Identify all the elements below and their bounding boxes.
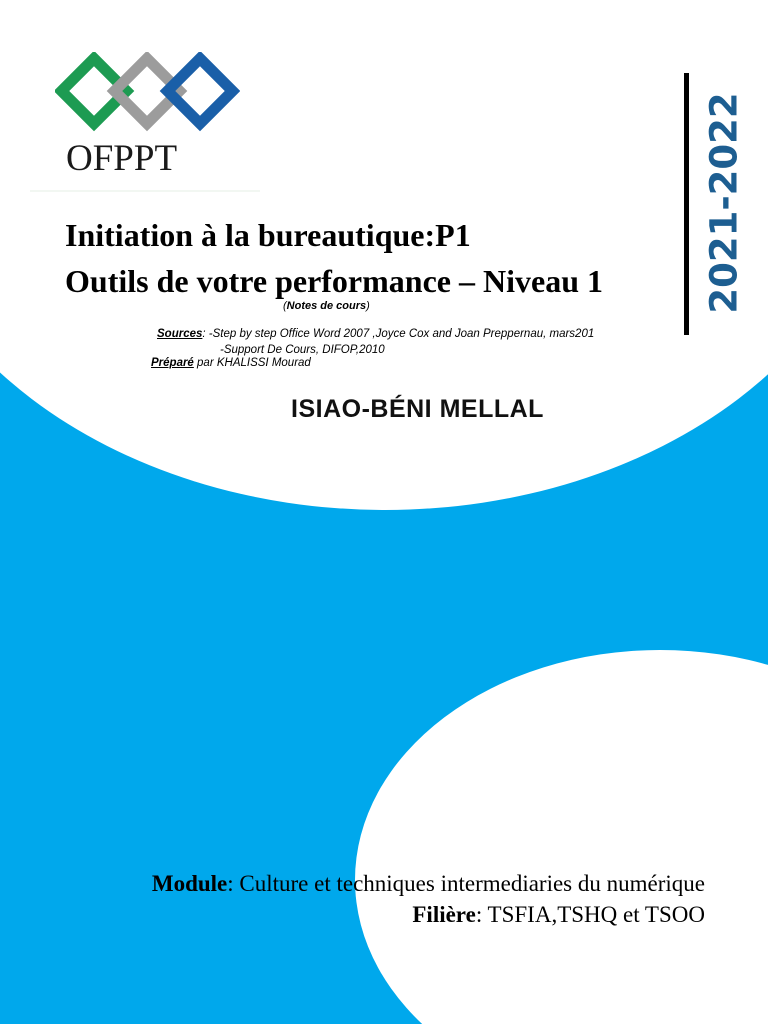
sources-line-1 xyxy=(157,327,594,342)
filiere-line xyxy=(412,902,705,928)
title-line-1: Initiation à la bureautique:P1 xyxy=(65,217,471,253)
filiere-text: : TSFIA,TSHQ et TSOO xyxy=(475,902,705,927)
prepared-by xyxy=(151,357,311,369)
module-label: Module xyxy=(151,871,228,896)
notes-open-paren: ( xyxy=(283,300,287,312)
title-line-2: Outils de votre performance – Niveau 1 xyxy=(65,263,603,299)
logo-divider xyxy=(30,190,260,192)
prepared-label: Préparé xyxy=(151,357,194,369)
ofppt-logo-icon xyxy=(55,52,240,140)
institution-name: ISIAO-BÉNI MELLAL xyxy=(291,395,544,423)
module-line xyxy=(152,871,705,897)
academic-year-text: 2021-2022 xyxy=(702,91,746,314)
filiere-label: Filière xyxy=(412,902,476,927)
notes-subtitle xyxy=(283,300,370,312)
prepared-text: par KHALISSI Mourad xyxy=(193,357,311,369)
notes-close-paren: ) xyxy=(366,300,370,312)
sources-line-2: -Support De Cours, DIFOP,2010 xyxy=(220,344,385,356)
sources-label: Sources xyxy=(157,328,203,340)
notes-text: Notes de cours xyxy=(286,300,367,312)
module-text: : Culture et techniques intermediaries du numérique xyxy=(227,871,705,896)
vertical-divider xyxy=(684,73,689,335)
sources-text-1: : -Step by step Office Word 2007 ,Joyce Cox and Joan Preppernau, mars201 xyxy=(202,328,595,340)
logo-text: OFPPT xyxy=(66,138,178,179)
academic-year xyxy=(701,90,747,315)
